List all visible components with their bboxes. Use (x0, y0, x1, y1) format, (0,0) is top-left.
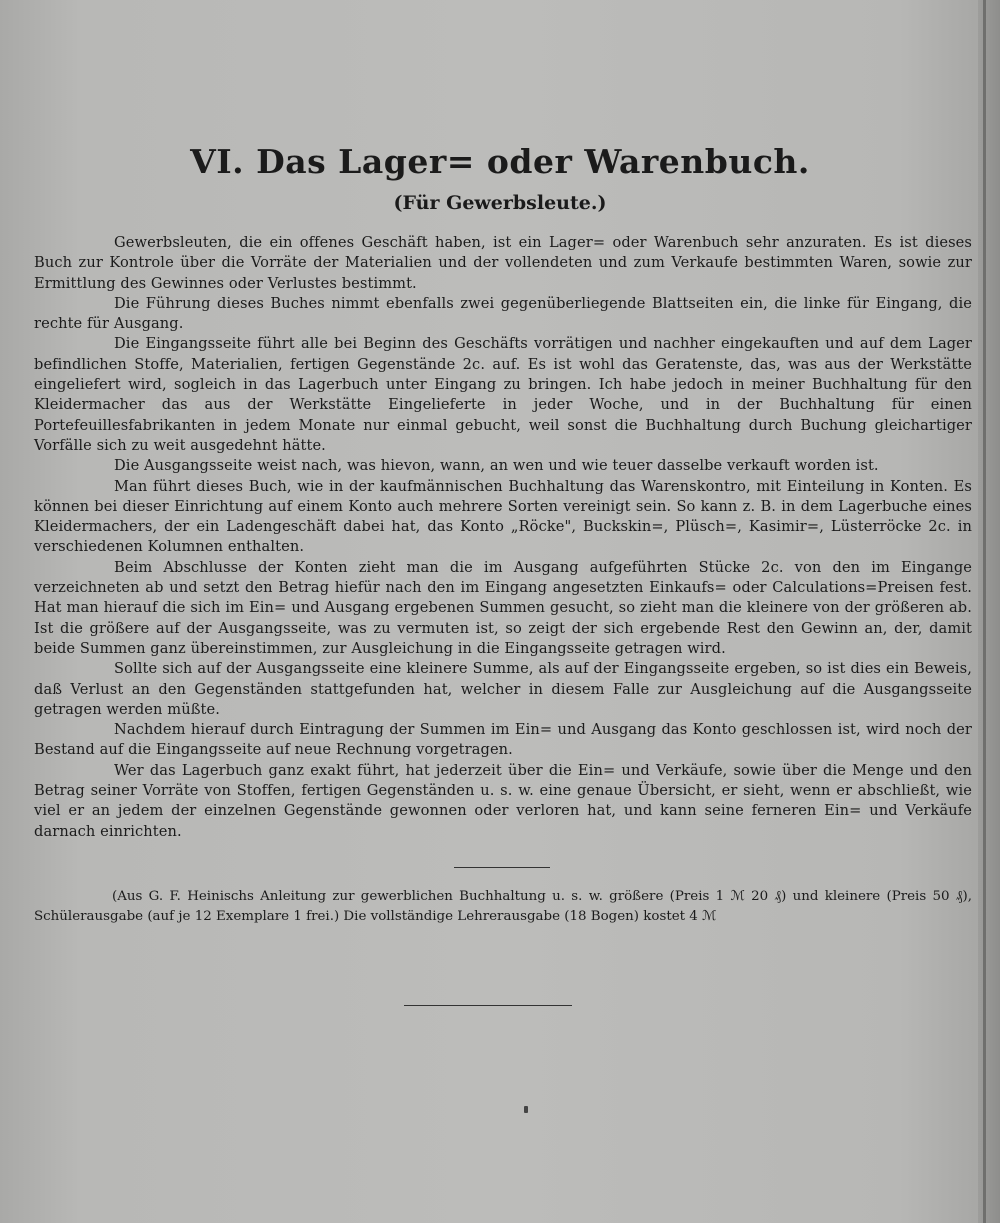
page-edge (978, 0, 1000, 1223)
paragraph: Wer das Lagerbuch ganz exakt führt, hat jederzeit über die Ein= und Verkäufe, sowie über die Menge und den Betrag seiner Vorräte von Stoffen, fertigen Gegenständen u. s. w. eine genaue Übersicht, er sieht, wenn er abschließt, wie viel er an jedem der einzelnen Gegenstände gewonnen oder verloren hat, und kann seine ferneren Ein= und Verkäufe darnach einrichten. (34, 761, 972, 840)
divider-rule (404, 1005, 572, 1006)
paragraph: Die Eingangsseite führt alle bei Beginn des Geschäfts vorrätigen und nachher eingekauften und auf dem Lager befindlichen Stoffe, Materialien, fertigen Gegenstände 2c. auf. Es ist wohl das Geratenste, das, was aus der Werkstätte eingeliefert wird, sogleich in das Lagerbuch unter Eingang zu bringen. Ich habe jedoch in meiner Buchhaltung für den Kleidermacher das aus der Werkstätte Eingelieferte in jeder Woche, und in der Buchhaltung für einen Portefeuillesfabrikanten in jedem Monate nur einmal gebucht, weil sonst die Buchhaltung durch Buchung gleichartiger Vorfälle sich zu weit ausgedehnt hätte. (34, 335, 972, 454)
paragraph: Sollte sich auf der Ausgangsseite eine kleinere Summe, als auf der Eingangsseite ergeben, so ist dies ein Beweis, daß Verlust an den Gegenständen stattgefunden hat, welcher in diesem Falle zur Ausgleichung auf die Ausgangsseite getragen werden müßte. (34, 660, 972, 718)
paragraph: Die Führung dieses Buches nimmt ebenfalls zwei gegenüberliegende Blattseiten ein, die linke für Eingang, die rechte für Ausgang. (34, 294, 972, 333)
footnote: (Aus G. F. Heinischs Anleitung zur gewerblichen Buchhaltung u. s. w. größere (Preis 1 ℳ 20 ₰) und kleinere (Preis 50 ₰), Schülerausgabe (auf je 12 Exemplare 1 frei.) Die vollständige Lehrerausgabe (18 Bogen) kostet 4 ℳ (34, 889, 972, 924)
body-text (34, 233, 972, 842)
ink-mark (524, 1106, 528, 1113)
divider-rule (454, 867, 550, 868)
paragraph: Nachdem hierauf durch Eintragung der Summen im Ein= und Ausgang das Konto geschlossen ist, wird noch der Bestand auf die Eingangsseite auf neue Rechnung vorgetragen. (34, 721, 972, 759)
paragraph: Man führt dieses Buch, wie in der kaufmännischen Buchhaltung das Warenskontro, mit Einteilung in Konten. Es können bei dieser Einrichtung auf einem Konto auch mehrere Sorten vereinigt sein. So kann z. B. in dem Lagerbuche eines Kleidermachers, der ein Ladengeschäft dabei hat, das Konto „Röcke", Buckskin=, Plüsch=, Kasimir=, Lüsterröcke 2c. in verschiedenen Kolumnen enthalten. (34, 477, 972, 556)
paragraph: Beim Abschlusse der Konten zieht man die im Ausgang aufgeführten Stücke 2c. von den im Eingange verzeichneten ab und setzt den Betrag hiefür nach den im Eingang angesetzten Einkaufs= oder Calculations=Preisen fest. Hat man hierauf die sich im Ein= und Ausgang ergebenen Summen gesucht, so zieht man die kleinere von der größeren ab. Ist die größere auf der Ausgangsseite, was zu vermuten ist, so zeigt der sich ergebende Rest den Gewinn an, der, damit beide Summen ganz übereinstimmen, zur Ausgleichung in die Eingangsseite getragen wird. (34, 558, 972, 657)
paragraph: Gewerbsleuten, die ein offenes Geschäft haben, ist ein Lager= oder Warenbuch sehr anzuraten. Es ist dieses Buch zur Kontrole über die Vorräte der Materialien und der vollendeten und zum Verkaufe bestimmten Waren, sowie zur Ermittlung des Gewinnes oder Verlustes bestimmt. (34, 234, 972, 292)
page-title: VI. Das Lager= oder Warenbuch. (190, 142, 810, 181)
page-subtitle: (Für Gewerbsleute.) (393, 192, 607, 214)
paragraph: Die Ausgangsseite weist nach, was hievon, wann, an wen und wie teuer dasselbe verkauft worden ist. (114, 457, 879, 475)
binding-line (983, 0, 986, 1223)
